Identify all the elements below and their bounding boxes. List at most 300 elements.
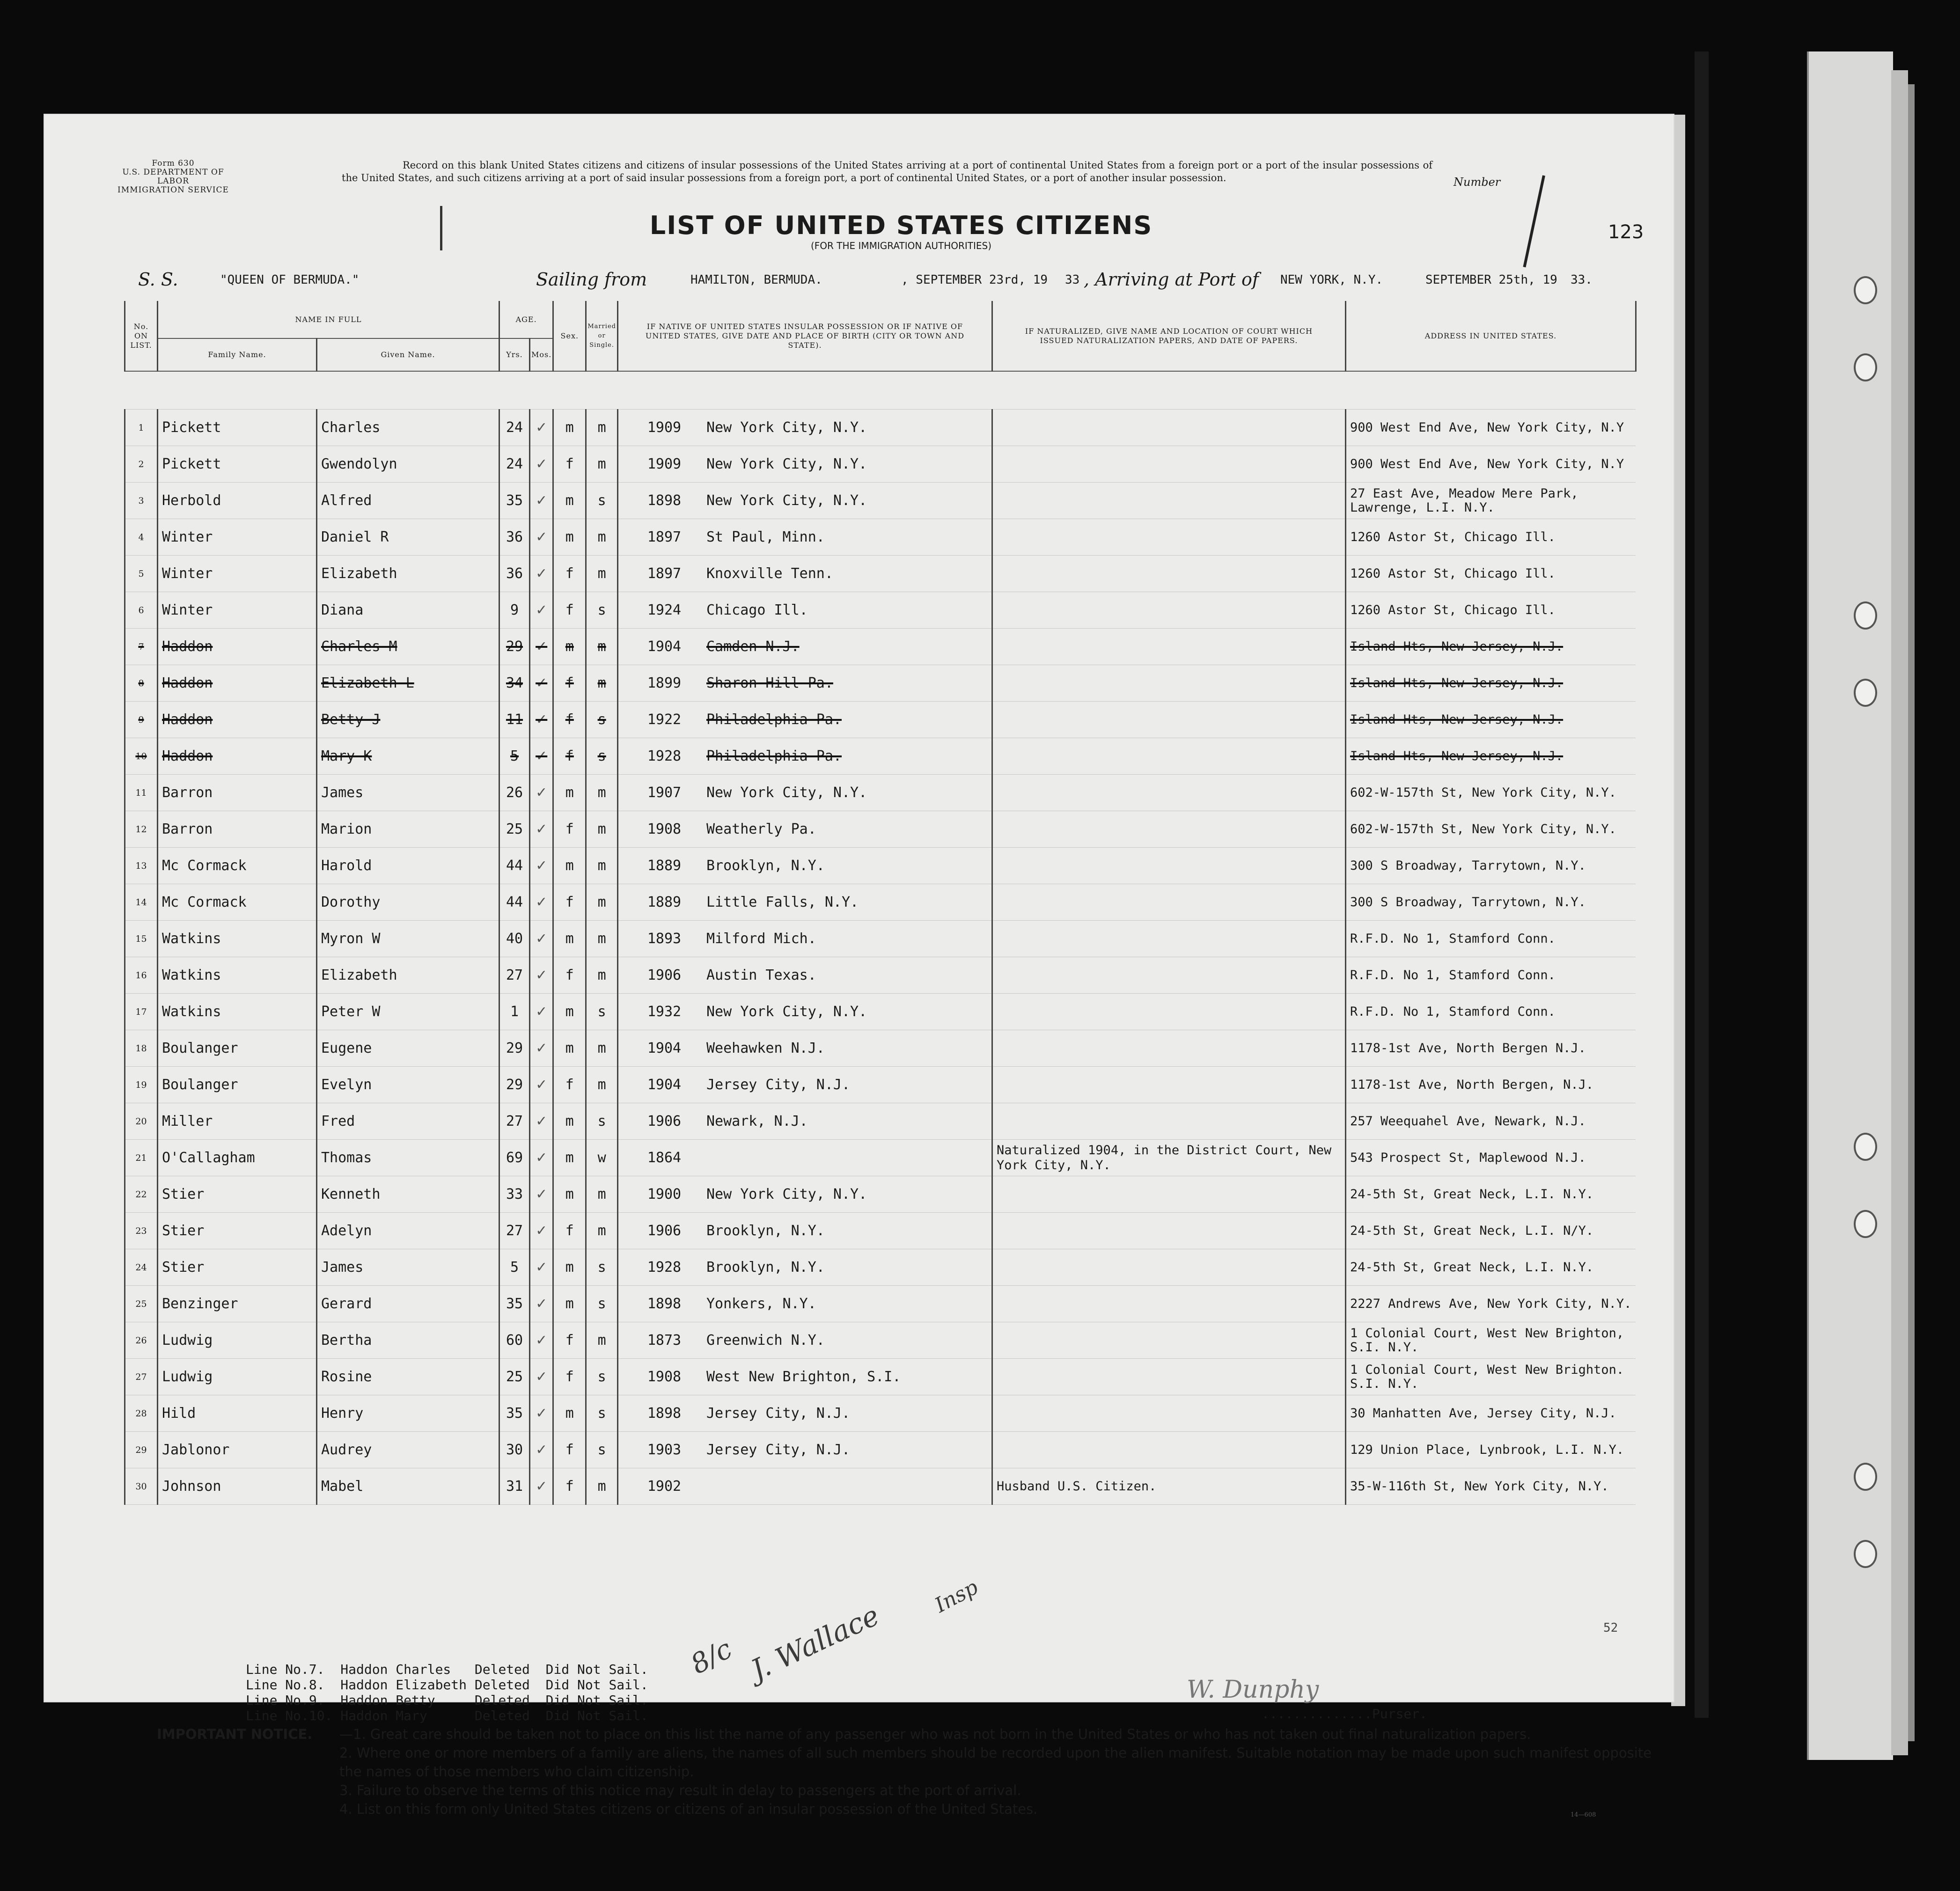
sex: f bbox=[553, 738, 586, 775]
sex: m bbox=[553, 848, 586, 884]
family-name: Pickett bbox=[158, 410, 317, 446]
marital-status: m bbox=[586, 1213, 618, 1249]
handwritten-stroke bbox=[1523, 175, 1545, 267]
marital-status: m bbox=[586, 848, 618, 884]
marital-status: s bbox=[586, 738, 618, 775]
age-years: 1 bbox=[499, 994, 530, 1030]
birth-cell bbox=[617, 1359, 992, 1395]
table-row bbox=[125, 410, 1636, 446]
birth-year: 1898 bbox=[647, 1296, 682, 1312]
table-row bbox=[125, 1395, 1636, 1432]
birth-year: 1900 bbox=[647, 1186, 682, 1202]
table-row bbox=[125, 592, 1636, 629]
header-name: NAME IN FULL bbox=[158, 301, 499, 338]
marital-status: m bbox=[586, 1176, 618, 1213]
birth-cell bbox=[617, 410, 992, 446]
check-mark-cell bbox=[530, 1432, 553, 1468]
given-name: Alfred bbox=[317, 483, 499, 519]
notice-lead: IMPORTANT NOTICE. bbox=[157, 1726, 313, 1742]
naturalization bbox=[992, 1213, 1345, 1249]
row-number: 10 bbox=[125, 738, 158, 775]
birth-year: 1922 bbox=[647, 711, 682, 728]
check-mark-icon: ✓ bbox=[536, 1004, 548, 1020]
birth-cell bbox=[617, 1249, 992, 1286]
check-mark-cell bbox=[530, 775, 553, 811]
birth-place: New York City, N.Y. bbox=[706, 456, 867, 472]
check-mark-icon: ✓ bbox=[536, 1442, 548, 1458]
family-name: Herbold bbox=[158, 483, 317, 519]
sex: m bbox=[553, 1286, 586, 1322]
header-address: ADDRESS IN UNITED STATES. bbox=[1345, 301, 1636, 371]
address: 1260 Astor St, Chicago Ill. bbox=[1345, 592, 1636, 629]
naturalization bbox=[992, 1432, 1345, 1468]
sex: f bbox=[553, 665, 586, 702]
age-years: 33 bbox=[499, 1176, 530, 1213]
marital-status: m bbox=[586, 884, 618, 921]
address: 300 S Broadway, Tarrytown, N.Y. bbox=[1345, 884, 1636, 921]
birth-place: West New Brighton, S.I. bbox=[706, 1369, 901, 1385]
naturalization bbox=[992, 1176, 1345, 1213]
family-name: Winter bbox=[158, 592, 317, 629]
sex: f bbox=[553, 592, 586, 629]
inspector-signature: J. Wallace bbox=[746, 1599, 885, 1687]
notice-item: —1. Great care should be taken not to place on this list the name of any passenger who was not born in the United States or who has not taken out final naturalization papers. bbox=[339, 1726, 1531, 1742]
port-from: HAMILTON, BERMUDA. bbox=[690, 273, 822, 287]
birth-cell bbox=[617, 884, 992, 921]
naturalization bbox=[992, 410, 1345, 446]
given-name: Elizabeth L bbox=[317, 665, 499, 702]
naturalization bbox=[992, 446, 1345, 483]
sex: m bbox=[553, 1395, 586, 1432]
given-name: Fred bbox=[317, 1103, 499, 1140]
marital-status: s bbox=[586, 592, 618, 629]
sailing-from-label: Sailing from bbox=[536, 269, 647, 290]
marital-status: m bbox=[586, 1067, 618, 1103]
check-mark-icon: ✓ bbox=[536, 1296, 548, 1312]
row-number: 2 bbox=[125, 446, 158, 483]
address: 300 S Broadway, Tarrytown, N.Y. bbox=[1345, 848, 1636, 884]
sex: f bbox=[553, 446, 586, 483]
naturalization bbox=[992, 1322, 1345, 1359]
header-age: AGE. bbox=[499, 301, 553, 338]
given-name: Bertha bbox=[317, 1322, 499, 1359]
table-row bbox=[125, 848, 1636, 884]
naturalization bbox=[992, 556, 1345, 592]
marital-status: s bbox=[586, 1286, 618, 1322]
sex: f bbox=[553, 1468, 586, 1505]
form-code-line: Form 630 bbox=[152, 159, 195, 168]
row-number: 8 bbox=[125, 665, 158, 702]
check-mark-icon: ✓ bbox=[536, 1259, 548, 1275]
naturalization bbox=[992, 848, 1345, 884]
birth-cell bbox=[617, 811, 992, 848]
marital-status: s bbox=[586, 994, 618, 1030]
header-given-name: Given Name. bbox=[317, 338, 499, 371]
sex: m bbox=[553, 1103, 586, 1140]
row-number: 15 bbox=[125, 921, 158, 957]
check-mark-cell bbox=[530, 738, 553, 775]
age-years: 24 bbox=[499, 446, 530, 483]
binder-hole bbox=[1854, 353, 1877, 381]
table-row bbox=[125, 556, 1636, 592]
initials-handwriting: 8/c bbox=[685, 1633, 737, 1680]
given-name: James bbox=[317, 1249, 499, 1286]
check-mark-icon: ✓ bbox=[536, 602, 548, 618]
binder-hole bbox=[1854, 1133, 1877, 1161]
row-number: 4 bbox=[125, 519, 158, 556]
row-number: 3 bbox=[125, 483, 158, 519]
check-mark-icon: ✓ bbox=[536, 784, 548, 801]
birth-place: Camden N.J. bbox=[706, 638, 800, 655]
table-row bbox=[125, 1213, 1636, 1249]
family-name: Watkins bbox=[158, 921, 317, 957]
row-number: 30 bbox=[125, 1468, 158, 1505]
row-number: 21 bbox=[125, 1140, 158, 1176]
check-mark-icon: ✓ bbox=[536, 1150, 548, 1166]
age-years: 40 bbox=[499, 921, 530, 957]
row-number: 27 bbox=[125, 1359, 158, 1395]
birth-cell bbox=[617, 446, 992, 483]
row-number: 23 bbox=[125, 1213, 158, 1249]
check-mark-icon: ✓ bbox=[536, 1186, 548, 1202]
marital-status: m bbox=[586, 446, 618, 483]
row-number: 6 bbox=[125, 592, 158, 629]
marital-status: m bbox=[586, 775, 618, 811]
table-row bbox=[125, 1322, 1636, 1359]
row-number: 11 bbox=[125, 775, 158, 811]
table-row bbox=[125, 1249, 1636, 1286]
binder-hole bbox=[1854, 601, 1877, 630]
header-naturalized: IF NATURALIZED, GIVE NAME AND LOCATION OF COURT WHICH ISSUED NATURALIZATION PAPERS, AND DATE OF PAPERS. bbox=[992, 301, 1345, 371]
check-mark-icon: ✓ bbox=[536, 1405, 548, 1422]
birth-year: 1899 bbox=[647, 675, 682, 691]
birth-place: Sharon Hill Pa. bbox=[706, 675, 833, 691]
address: 129 Union Place, Lynbrook, L.I. N.Y. bbox=[1345, 1432, 1636, 1468]
table-row bbox=[125, 1468, 1636, 1505]
naturalization: Naturalized 1904, in the District Court, New York City, N.Y. bbox=[992, 1140, 1345, 1176]
birth-cell bbox=[617, 1468, 992, 1505]
binder-strip-edge bbox=[1891, 70, 1908, 1755]
given-name: Myron W bbox=[317, 921, 499, 957]
given-name: Adelyn bbox=[317, 1213, 499, 1249]
naturalization bbox=[992, 629, 1345, 665]
deletion-note: Line No.7. Haddon Charles Deleted Did Not Sail. bbox=[246, 1662, 648, 1677]
check-mark-cell bbox=[530, 519, 553, 556]
age-years: 44 bbox=[499, 848, 530, 884]
naturalization bbox=[992, 994, 1345, 1030]
table-row bbox=[125, 921, 1636, 957]
naturalization bbox=[992, 921, 1345, 957]
family-name: Boulanger bbox=[158, 1030, 317, 1067]
page-number: 123 bbox=[1608, 221, 1644, 243]
check-mark-icon: ✓ bbox=[536, 456, 548, 472]
header-mos: Mos. bbox=[530, 338, 553, 371]
naturalization bbox=[992, 1395, 1345, 1432]
birth-place: Weehawken N.J. bbox=[706, 1040, 825, 1056]
marital-status: s bbox=[586, 1359, 618, 1395]
check-mark-cell bbox=[530, 629, 553, 665]
address: 24-5th St, Great Neck, L.I. N.Y. bbox=[1345, 1249, 1636, 1286]
check-mark-icon: ✓ bbox=[536, 1478, 548, 1495]
check-mark-icon: ✓ bbox=[536, 931, 548, 947]
birth-place: Brooklyn, N.Y. bbox=[706, 1259, 825, 1275]
given-name: Charles bbox=[317, 410, 499, 446]
age-years: 29 bbox=[499, 629, 530, 665]
birth-place: New York City, N.Y. bbox=[706, 1186, 867, 1202]
row-number: 1 bbox=[125, 410, 158, 446]
birth-cell bbox=[617, 702, 992, 738]
family-name: Haddon bbox=[158, 738, 317, 775]
family-name: Ludwig bbox=[158, 1359, 317, 1395]
form-footer-code: 14—608 bbox=[1571, 1811, 1596, 1818]
birth-year: 1928 bbox=[647, 1259, 682, 1275]
age-years: 11 bbox=[499, 702, 530, 738]
marital-status: s bbox=[586, 1395, 618, 1432]
marital-status: s bbox=[586, 483, 618, 519]
birth-cell bbox=[617, 1213, 992, 1249]
row-number: 5 bbox=[125, 556, 158, 592]
given-name: Elizabeth bbox=[317, 957, 499, 994]
age-years: 35 bbox=[499, 1286, 530, 1322]
table-row bbox=[125, 446, 1636, 483]
given-name: Gerard bbox=[317, 1286, 499, 1322]
address: 24-5th St, Great Neck, L.I. N/Y. bbox=[1345, 1213, 1636, 1249]
check-mark-icon: ✓ bbox=[536, 1332, 548, 1349]
check-mark-icon: ✓ bbox=[536, 858, 548, 874]
marital-status: s bbox=[586, 1249, 618, 1286]
check-mark-cell bbox=[530, 1249, 553, 1286]
age-years: 5 bbox=[499, 738, 530, 775]
given-name: James bbox=[317, 775, 499, 811]
given-name: Betty J bbox=[317, 702, 499, 738]
check-mark-icon: ✓ bbox=[536, 492, 548, 509]
birth-cell bbox=[617, 1432, 992, 1468]
year-to: 33. bbox=[1571, 273, 1593, 287]
given-name: Thomas bbox=[317, 1140, 499, 1176]
birth-place: New York City, N.Y. bbox=[706, 1004, 867, 1020]
birth-cell bbox=[617, 957, 992, 994]
naturalization bbox=[992, 884, 1345, 921]
birth-year: 1897 bbox=[647, 565, 682, 582]
sex: m bbox=[553, 1249, 586, 1286]
table-row bbox=[125, 1103, 1636, 1140]
ship-name: "QUEEN OF BERMUDA." bbox=[220, 273, 360, 287]
binder-hole bbox=[1854, 1210, 1877, 1238]
birth-cell bbox=[617, 556, 992, 592]
birth-place: Milford Mich. bbox=[706, 931, 816, 947]
marital-status: m bbox=[586, 1468, 618, 1505]
table-row bbox=[125, 884, 1636, 921]
check-mark-cell bbox=[530, 702, 553, 738]
naturalization bbox=[992, 1103, 1345, 1140]
address: 35-W-116th St, New York City, N.Y. bbox=[1345, 1468, 1636, 1505]
naturalization bbox=[992, 1359, 1345, 1395]
sex: f bbox=[553, 1322, 586, 1359]
naturalization bbox=[992, 811, 1345, 848]
family-name: Barron bbox=[158, 811, 317, 848]
birth-year: 1889 bbox=[647, 858, 682, 874]
marital-status: m bbox=[586, 665, 618, 702]
address: 30 Manhatten Ave, Jersey City, N.J. bbox=[1345, 1395, 1636, 1432]
page-subtitle: (FOR THE IMMIGRATION AUTHORITIES) bbox=[810, 240, 992, 251]
birth-cell bbox=[617, 848, 992, 884]
birth-place: Chicago Ill. bbox=[706, 602, 808, 618]
birth-year: 1906 bbox=[647, 967, 682, 983]
age-years: 29 bbox=[499, 1030, 530, 1067]
family-name: Stier bbox=[158, 1213, 317, 1249]
check-mark-cell bbox=[530, 1322, 553, 1359]
birth-cell bbox=[617, 1030, 992, 1067]
naturalization bbox=[992, 775, 1345, 811]
sex: m bbox=[553, 519, 586, 556]
age-years: 27 bbox=[499, 1103, 530, 1140]
table-row bbox=[125, 629, 1636, 665]
table-row bbox=[125, 1359, 1636, 1395]
birth-place: Yonkers, N.Y. bbox=[706, 1296, 816, 1312]
marital-status: m bbox=[586, 410, 618, 446]
sex: f bbox=[553, 556, 586, 592]
given-name: Diana bbox=[317, 592, 499, 629]
manifest-table bbox=[124, 301, 1637, 1505]
deletion-notes bbox=[246, 1662, 648, 1723]
age-years: 34 bbox=[499, 665, 530, 702]
given-name: Elizabeth bbox=[317, 556, 499, 592]
given-name: Mabel bbox=[317, 1468, 499, 1505]
sex: m bbox=[553, 1030, 586, 1067]
check-mark-icon: ✓ bbox=[536, 529, 548, 545]
age-years: 26 bbox=[499, 775, 530, 811]
address: 602-W-157th St, New York City, N.Y. bbox=[1345, 811, 1636, 848]
check-mark-cell bbox=[530, 483, 553, 519]
date-to: SEPTEMBER 25th, 19 bbox=[1425, 273, 1557, 287]
birth-place: Brooklyn, N.Y. bbox=[706, 858, 825, 874]
given-name: Charles M bbox=[317, 629, 499, 665]
row-number: 25 bbox=[125, 1286, 158, 1322]
birth-year: 1908 bbox=[647, 1369, 682, 1385]
birth-year: 1898 bbox=[647, 1405, 682, 1422]
family-name: Mc Cormack bbox=[158, 884, 317, 921]
given-name: Kenneth bbox=[317, 1176, 499, 1213]
address: 1 Colonial Court, West New Brighton, S.I. N.Y. bbox=[1345, 1322, 1636, 1359]
age-years: 35 bbox=[499, 483, 530, 519]
address: 1178-1st Ave, North Bergen, N.J. bbox=[1345, 1067, 1636, 1103]
insp-note: Insp bbox=[931, 1575, 982, 1618]
header-sex: Sex. bbox=[553, 301, 586, 371]
address: Island Hts, New Jersey, N.J. bbox=[1345, 738, 1636, 775]
age-years: 30 bbox=[499, 1432, 530, 1468]
birth-year: 1904 bbox=[647, 638, 682, 655]
birth-year: 1909 bbox=[647, 419, 682, 436]
check-mark-cell bbox=[530, 811, 553, 848]
birth-year: 1889 bbox=[647, 894, 682, 910]
age-years: 27 bbox=[499, 957, 530, 994]
check-mark-cell bbox=[530, 884, 553, 921]
birth-place: Philadelphia Pa. bbox=[706, 711, 842, 728]
family-name: Haddon bbox=[158, 665, 317, 702]
naturalization bbox=[992, 519, 1345, 556]
row-number: 14 bbox=[125, 884, 158, 921]
deletion-note: Line No.9. Haddon Betty Deleted Did Not Sail. bbox=[246, 1693, 648, 1708]
address: 1260 Astor St, Chicago Ill. bbox=[1345, 519, 1636, 556]
binder-hole bbox=[1854, 679, 1877, 707]
age-years: 36 bbox=[499, 519, 530, 556]
birth-cell bbox=[617, 629, 992, 665]
table-row bbox=[125, 1432, 1636, 1468]
naturalization bbox=[992, 665, 1345, 702]
check-mark-icon: ✓ bbox=[536, 967, 548, 983]
number-label: Number bbox=[1453, 176, 1501, 189]
check-mark-cell bbox=[530, 1286, 553, 1322]
marital-status: m bbox=[586, 921, 618, 957]
sex: m bbox=[553, 775, 586, 811]
check-mark-icon: ✓ bbox=[536, 565, 548, 582]
family-name: Miller bbox=[158, 1103, 317, 1140]
birth-year: 1893 bbox=[647, 931, 682, 947]
birth-cell bbox=[617, 921, 992, 957]
age-years: 29 bbox=[499, 1067, 530, 1103]
marital-status: m bbox=[586, 811, 618, 848]
table-row bbox=[125, 775, 1636, 811]
form-code-line: U.S. DEPARTMENT OF LABOR bbox=[122, 168, 224, 186]
birth-place: New York City, N.Y. bbox=[706, 784, 867, 801]
birth-place: Greenwich N.Y. bbox=[706, 1332, 825, 1349]
form-code bbox=[108, 159, 239, 195]
address: 2227 Andrews Ave, New York City, N.Y. bbox=[1345, 1286, 1636, 1322]
row-number: 26 bbox=[125, 1322, 158, 1359]
header-family-name: Family Name. bbox=[158, 338, 317, 371]
row-number: 9 bbox=[125, 702, 158, 738]
naturalization bbox=[992, 1249, 1345, 1286]
sex: m bbox=[553, 483, 586, 519]
reference-number: 52 bbox=[1603, 1621, 1618, 1635]
check-mark-cell bbox=[530, 1468, 553, 1505]
birth-year: 1864 bbox=[647, 1150, 682, 1166]
sex: f bbox=[553, 702, 586, 738]
naturalization bbox=[992, 1030, 1345, 1067]
address: Island Hts, New Jersey, N.J. bbox=[1345, 629, 1636, 665]
sex: f bbox=[553, 884, 586, 921]
row-number: 7 bbox=[125, 629, 158, 665]
sex: m bbox=[553, 1176, 586, 1213]
date-from: , SEPTEMBER 23rd, 19 bbox=[901, 273, 1048, 287]
birth-year: 1924 bbox=[647, 602, 682, 618]
family-name: Mc Cormack bbox=[158, 848, 317, 884]
address: Island Hts, New Jersey, N.J. bbox=[1345, 665, 1636, 702]
birth-cell bbox=[617, 1176, 992, 1213]
address: 1 Colonial Court, West New Brighton. S.I. N.Y. bbox=[1345, 1359, 1636, 1395]
age-years: 60 bbox=[499, 1322, 530, 1359]
marital-status: m bbox=[586, 519, 618, 556]
sex: f bbox=[553, 957, 586, 994]
sex: f bbox=[553, 1213, 586, 1249]
check-mark-cell bbox=[530, 1140, 553, 1176]
marital-status: m bbox=[586, 1322, 618, 1359]
table-row bbox=[125, 957, 1636, 994]
age-years: 25 bbox=[499, 811, 530, 848]
family-name: Ludwig bbox=[158, 1322, 317, 1359]
family-name: Barron bbox=[158, 775, 317, 811]
birth-place: Jersey City, N.J. bbox=[706, 1077, 851, 1093]
family-name: Watkins bbox=[158, 994, 317, 1030]
sex: m bbox=[553, 410, 586, 446]
table-row bbox=[125, 1067, 1636, 1103]
check-mark-cell bbox=[530, 410, 553, 446]
check-mark-icon: ✓ bbox=[536, 711, 548, 728]
notice-item: 4. List on this form only United States citizens or citizens of an insular possession of the United States. bbox=[339, 1801, 1038, 1817]
check-mark-cell bbox=[530, 556, 553, 592]
birth-year: 1932 bbox=[647, 1004, 682, 1020]
check-mark-cell bbox=[530, 1395, 553, 1432]
